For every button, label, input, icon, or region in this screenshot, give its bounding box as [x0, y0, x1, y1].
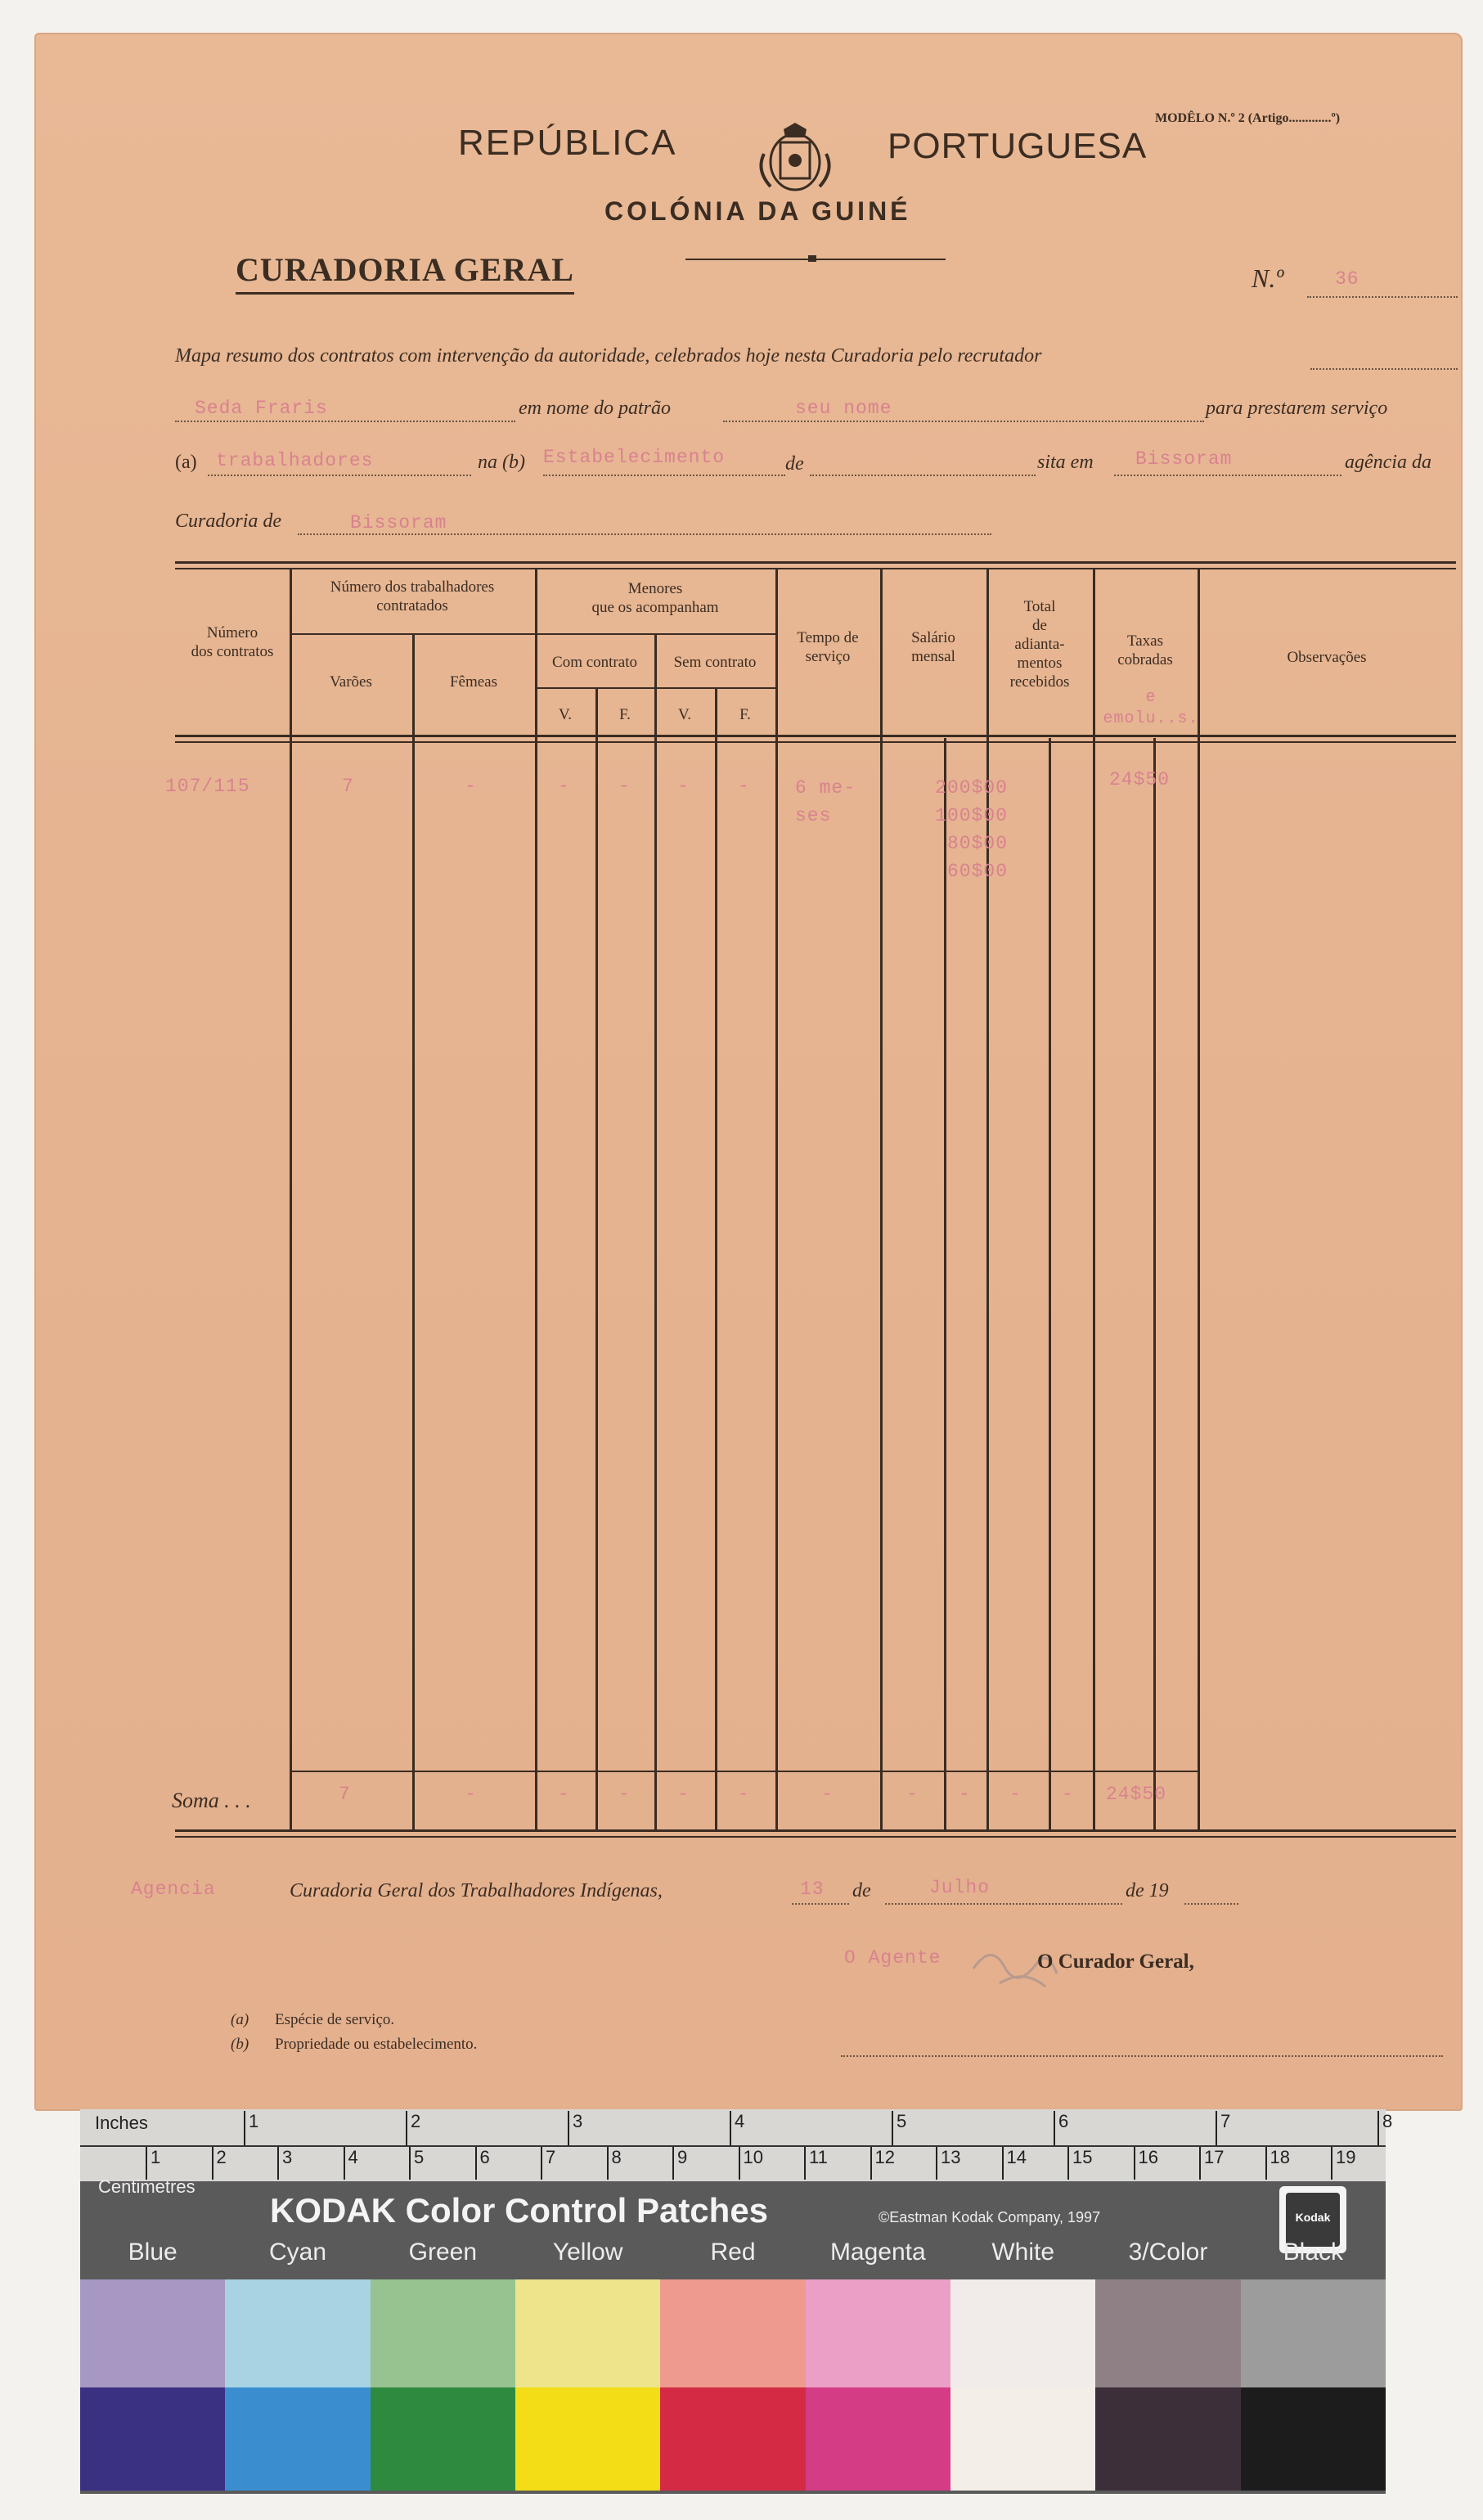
col-line-10: [986, 569, 989, 1829]
patch-label-cyan: Cyan: [268, 2239, 327, 2266]
cm-mark-19: 19: [1331, 2147, 1355, 2180]
ruler-midline: [80, 2145, 1386, 2147]
row-com-v: -: [558, 776, 570, 797]
inch-mark-4: 4: [730, 2111, 744, 2145]
col-line-8: [880, 569, 883, 1829]
dia-value: 13: [800, 1879, 825, 1900]
de1-label: de: [852, 1880, 871, 1901]
patch-bottom-cyan: [225, 2387, 370, 2491]
recrutador-line: [175, 421, 515, 422]
note-b-text: Propriedade ou estabelecimento.: [275, 2036, 478, 2053]
col-line-9: [944, 738, 946, 1829]
soma-label: Soma . . .: [172, 1789, 251, 1812]
soma-salario-1: -: [906, 1784, 919, 1805]
patch-top-magenta: [806, 2279, 950, 2387]
patch-top-green: [371, 2279, 515, 2387]
mes-line: [885, 1903, 1122, 1905]
soma-total-1: -: [1009, 1784, 1022, 1805]
row-numero: 107/115: [165, 776, 250, 797]
inch-mark-7: 7: [1216, 2111, 1230, 2145]
th-sem-f: F.: [739, 706, 751, 723]
ruler-inches-label: Inches: [95, 2113, 148, 2133]
kodak-copyright: ©Eastman Kodak Company, 1997: [879, 2209, 1101, 2225]
menores-subheader-rule: [535, 633, 775, 635]
numero-label: N.º: [1252, 263, 1284, 293]
sita-em-value: Bissoram: [1135, 448, 1233, 470]
note-b-key: (b): [231, 2036, 249, 2053]
curadoria-geral-line: Curadoria Geral dos Trabalhadores Indígenas,: [290, 1880, 663, 1901]
cm-mark-8: 8: [607, 2147, 622, 2180]
col-line-4: [595, 689, 598, 1829]
kodak-title: KODAK Color Control Patches: [270, 2191, 769, 2230]
col-line-1: [290, 569, 292, 1829]
patch-bottom-3-color: [1095, 2387, 1240, 2491]
menores-vf-rule: [535, 687, 775, 689]
numero-value: 36: [1335, 268, 1359, 290]
cm-mark-4: 4: [344, 2147, 358, 2180]
coat-of-arms-icon: [753, 121, 838, 196]
na-b-label: na (b): [478, 452, 525, 473]
patrao-line: [723, 421, 1204, 422]
curador-geral-signature-label: O Curador Geral,: [1037, 1951, 1194, 1973]
agencia-typed: Agencia: [131, 1879, 216, 1900]
th-trabalhadores: Número dos trabalhadores contratados: [330, 578, 495, 614]
cm-mark-18: 18: [1265, 2147, 1290, 2180]
th-numero: Número dos contratos: [191, 624, 274, 660]
th-salario: Salário mensal: [911, 629, 955, 665]
table-top-rule: [175, 561, 1456, 564]
cm-mark-3: 3: [277, 2147, 292, 2180]
estabelecimento-value: Estabelecimento: [543, 447, 726, 468]
note-a-key: (a): [231, 2011, 249, 2028]
patrao-value: seu nome: [795, 398, 892, 419]
table-bottom-rule-2: [175, 1836, 1456, 1838]
row-taxas: 24$50: [1109, 769, 1171, 790]
row-tempo: 6 me- ses: [795, 777, 856, 826]
cm-mark-7: 7: [541, 2147, 555, 2180]
patch-bottom-black: [1241, 2387, 1386, 2491]
document-paper: [34, 33, 1463, 2111]
cm-mark-6: 6: [475, 2147, 490, 2180]
patch-label-yellow: Yellow: [552, 2239, 623, 2266]
kodak-logo-text: Kodak: [1295, 2211, 1331, 2224]
soma-top-rule: [290, 1771, 1198, 1772]
cm-mark-12: 12: [870, 2147, 895, 2180]
th-femeas: Fêmeas: [449, 673, 498, 691]
trab-subheader-rule: [290, 633, 535, 635]
patch-bottom-blue: [80, 2387, 225, 2491]
servico-line: [208, 475, 471, 476]
soma-taxas: 24$50: [1106, 1784, 1167, 1805]
signature-line: [841, 2055, 1443, 2057]
soma-femeas: -: [465, 1784, 477, 1805]
col-line-11: [1049, 738, 1051, 1829]
header-colonia: COLÓNIA DA GUINÉ: [604, 196, 911, 226]
patch-label-3-color: 3/Color: [1128, 2239, 1208, 2266]
patch-top-red: [660, 2279, 805, 2387]
soma-com-v: -: [558, 1784, 570, 1805]
th-tempo: Tempo de serviço: [797, 629, 859, 665]
patch-label-black: Black: [1283, 2239, 1343, 2266]
header-republica: REPÚBLICA: [458, 123, 677, 163]
patch-top-cyan: [225, 2279, 370, 2387]
soma-tempo: -: [821, 1784, 834, 1805]
soma-com-f: -: [618, 1784, 631, 1805]
row-com-f: -: [618, 776, 631, 797]
cm-mark-10: 10: [739, 2147, 763, 2180]
row-femeas: -: [465, 776, 477, 797]
servico-value: trabalhadores: [216, 450, 374, 471]
soma-total-2: -: [1062, 1784, 1074, 1805]
o-agente-typed: O Agente: [844, 1947, 941, 1969]
numero-dots: [1307, 296, 1458, 298]
col-line-3: [535, 569, 537, 1829]
soma-sem-v: -: [677, 1784, 690, 1805]
em-nome-label: em nome do patrão: [519, 398, 671, 419]
patch-label-green: Green: [408, 2239, 478, 2266]
a-label: (a): [175, 452, 197, 473]
curadoria-de-line: [298, 533, 991, 535]
recrutador-value: Seda Fraris: [195, 398, 328, 419]
patch-bottom-red: [660, 2387, 805, 2491]
measuring-ruler: [80, 2109, 1393, 2181]
header-divider-dot: [808, 255, 816, 262]
dia-line: [792, 1903, 849, 1905]
sita-em-label: sita em: [1037, 452, 1094, 473]
modelo-label: MODÊLO N.º 2 (Artigo.............º): [1155, 111, 1341, 125]
cm-mark-17: 17: [1199, 2147, 1224, 2180]
cm-mark-9: 9: [672, 2147, 687, 2180]
patch-top-blue: [80, 2279, 225, 2387]
estabelecimento-line: [543, 475, 785, 476]
col-line-6: [715, 689, 717, 1829]
th-observacoes: Observações: [1287, 649, 1367, 666]
row-sem-v: -: [677, 776, 690, 797]
th-total: Total de adianta- mentos recebidos: [1009, 598, 1070, 691]
col-line-13: [1153, 738, 1156, 1829]
inch-mark-6: 6: [1054, 2111, 1068, 2145]
cm-mark-5: 5: [409, 2147, 424, 2180]
inch-mark-3: 3: [568, 2111, 582, 2145]
ano-line: [1184, 1903, 1238, 1905]
inch-mark-2: 2: [406, 2111, 420, 2145]
row-sem-f: -: [738, 776, 750, 797]
patch-top-3-color: [1095, 2279, 1240, 2387]
col-line-12: [1093, 569, 1095, 1829]
inch-mark-1: 1: [244, 2111, 258, 2145]
de-label: de: [785, 453, 804, 475]
th-menores: Menores que os acompanham: [591, 580, 719, 616]
kodak-color-strip: [80, 2109, 1393, 2494]
patch-label-blue: Blue: [128, 2239, 178, 2266]
patch-label-red: Red: [710, 2239, 756, 2266]
ruler-centimetres-label: Centimetres: [98, 2176, 195, 2197]
curadoria-de-label: Curadoria de: [175, 511, 282, 532]
patch-top-white: [950, 2279, 1095, 2387]
cm-mark-16: 16: [1134, 2147, 1158, 2180]
patch-top-black: [1241, 2279, 1386, 2387]
th-sem-contrato: Sem contrato: [673, 654, 757, 671]
note-a-text: Espécie de serviço.: [275, 2011, 395, 2028]
patch-label-magenta: Magenta: [829, 2239, 926, 2266]
agencia-da-label: agência da: [1345, 452, 1431, 473]
col-line-5: [654, 635, 657, 1829]
cm-mark-2: 2: [212, 2147, 227, 2180]
inch-mark-5: 5: [892, 2111, 906, 2145]
recrutador-dots: [1310, 368, 1458, 370]
soma-varoes: 7: [339, 1784, 351, 1805]
th-com-contrato: Com contrato: [552, 654, 637, 671]
curadoria-de-value: Bissoram: [350, 512, 447, 533]
header-bottom-rule: [175, 735, 1456, 737]
col-line-2: [412, 635, 415, 1829]
th-sem-v: V.: [677, 706, 692, 723]
taxas-typed-note: e emolu..s.: [1103, 688, 1199, 728]
table-bottom-rule: [175, 1829, 1456, 1832]
soma-sem-f: -: [738, 1784, 750, 1805]
header-portuguesa: PORTUGUESA: [888, 126, 1148, 166]
patch-label-white: White: [991, 2239, 1054, 2266]
patch-bottom-magenta: [806, 2387, 950, 2491]
row-varoes: 7: [342, 776, 354, 797]
cm-mark-11: 11: [804, 2147, 828, 2180]
table-top-rule-2: [175, 568, 1456, 569]
curadoria-geral-title: CURADORIA GERAL: [236, 250, 574, 295]
row-salario: 200$00 100$00 80$00 60$00: [935, 777, 1008, 882]
patch-top-yellow: [515, 2279, 660, 2387]
header-bottom-rule-2: [175, 741, 1456, 743]
mes-value: Julho: [929, 1877, 991, 1898]
patch-bottom-white: [950, 2387, 1095, 2491]
th-com-v: V.: [558, 706, 573, 723]
intro-line1: Mapa resumo dos contratos com intervenção da autoridade, celebrados hoje nesta Curadoria pelo recrutador: [175, 345, 1042, 367]
cm-mark-1: 1: [146, 2147, 160, 2180]
col-line-7: [775, 569, 778, 1829]
soma-salario-2: -: [959, 1784, 971, 1805]
cm-mark-15: 15: [1067, 2147, 1092, 2180]
th-taxas: Taxas cobradas: [1117, 632, 1173, 668]
inch-mark-8: 8: [1377, 2111, 1392, 2145]
para-prestarem-label: para prestarem serviço: [1206, 398, 1388, 419]
cm-mark-14: 14: [1002, 2147, 1027, 2180]
patch-bottom-green: [371, 2387, 515, 2491]
de2-label: de 19: [1126, 1880, 1169, 1901]
patch-bottom-yellow: [515, 2387, 660, 2491]
col-line-14: [1198, 569, 1200, 1829]
th-com-f: F.: [619, 706, 631, 723]
cm-mark-13: 13: [936, 2147, 960, 2180]
sita-em-line: [1114, 475, 1341, 476]
th-varoes: Varões: [330, 673, 372, 691]
de-line: [810, 475, 1036, 476]
